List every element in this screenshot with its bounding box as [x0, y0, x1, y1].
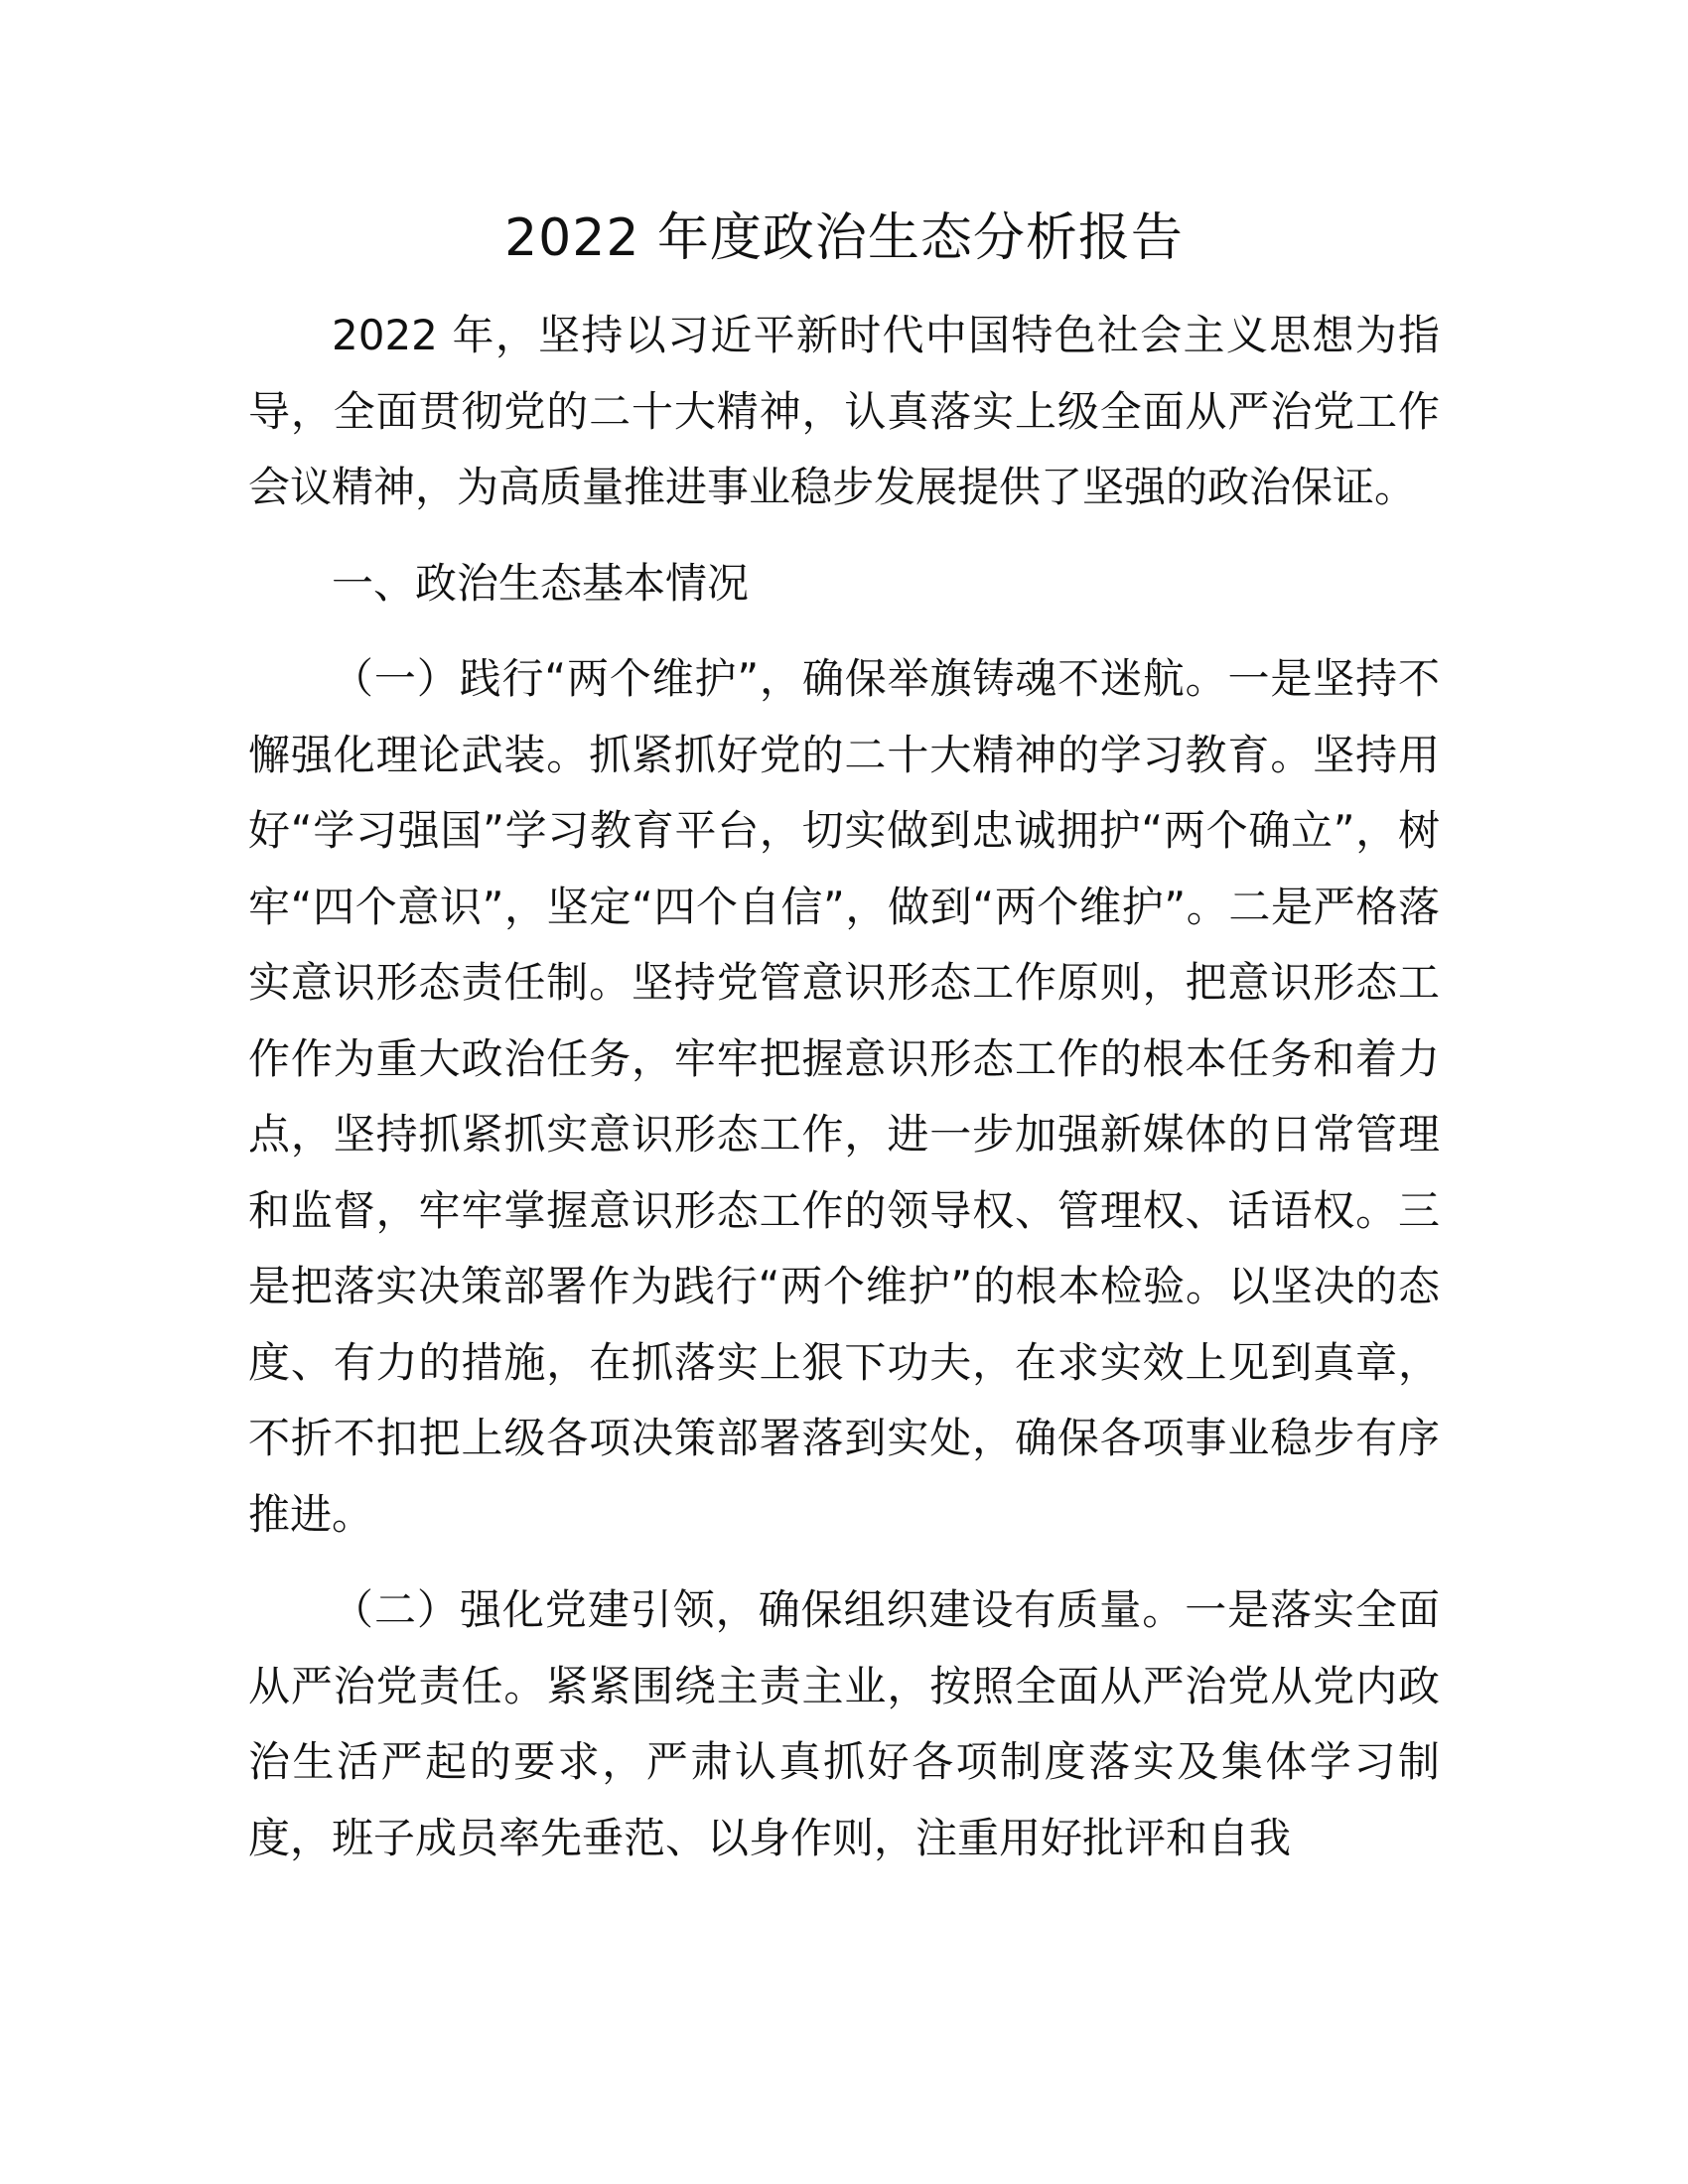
section-heading-1: 一、政治生态基本情况	[332, 558, 750, 608]
subsection-paragraph-2: （二）强化党建引领，确保组织建设有质量。一是落实全面从严治党责任。紧紧围绕主责主业，按照全面从严治党从党内政治生活严起的要求，严肃认真抓好各项制度落实及集体学习制度，班子成员率先垂范、以身作则，注重用好批评和自我	[248, 1585, 1440, 1862]
document-title: 2022 年度政治生态分析报告	[504, 208, 1184, 268]
intro-paragraph: 2022 年，坚持以习近平新时代中国特色社会主义思想为指导，全面贯彻党的二十大精神，认真落实上级全面从严治党工作会议精神，为高质量推进事业稳步发展提供了坚强的政治保证。	[248, 311, 1440, 511]
document-body	[248, 298, 1440, 1896]
subsection-paragraph-1: （一）践行“两个维护”，确保举旗铸魂不迷航。一是坚持不懈强化理论武装。抓紧抓好党的二十大精神的学习教育。坚持用好“学习强国”学习教育平台，切实做到忠诚拥护“两个确立”，树牢“四个意识”，坚定“四个自信”，做到“两个维护”。二是严格落实意识形态责任制。坚持党管意识形态工作原则，把意识形态工作作为重大政治任务，牢牢把握意识形态工作的根本任务和着力点，坚持抓紧抓实意识形态工作，进一步加强新媒体的日常管理和监督，牢牢掌握意识形态工作的领导权、管理权、话语权。三是把落实决策部署作为践行“两个维护”的根本检验。以坚决的态度、有力的措施，在抓落实上狠下功夫，在求实效上见到真章，不折不扣把上级各项决策部署落到实处，确保各项事业稳步有序推进。	[248, 654, 1440, 1539]
